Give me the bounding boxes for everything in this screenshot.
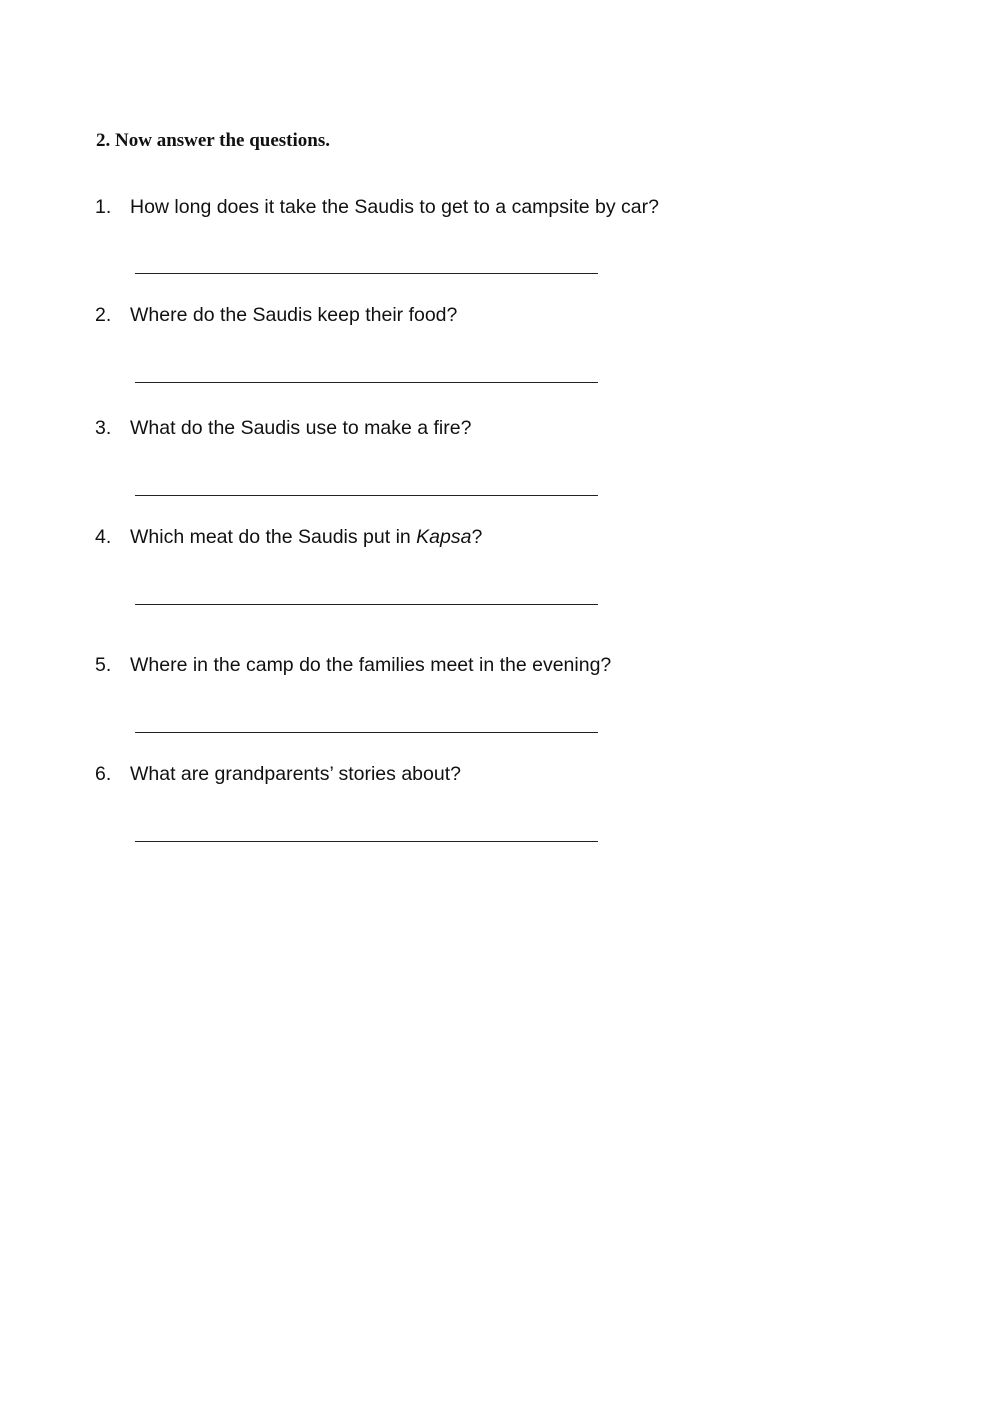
question-number: 5. [95,654,112,676]
answer-line-2[interactable] [135,382,598,383]
question-text: What are grandparents’ stories about? [130,763,461,785]
question-number: 1. [95,196,112,218]
question-text: What do the Saudis use to make a fire? [130,417,472,439]
question-number: 3. [95,417,112,439]
question-number: 6. [95,763,112,785]
answer-line-1[interactable] [135,273,598,274]
question-3 [95,415,471,441]
question-text-italic-term: Kapsa [416,526,472,548]
answer-line-3[interactable] [135,495,598,496]
answer-line-6[interactable] [135,841,598,842]
question-1 [95,194,659,220]
answer-line-5[interactable] [135,732,598,733]
question-text: How long does it take the Saudis to get to a campsite by car? [130,196,659,218]
question-number: 2. [95,304,112,326]
question-text-start: Which meat do the Saudis put in [130,526,417,548]
question-6 [95,761,461,787]
question-text: Where do the Saudis keep their food? [130,304,458,326]
question-number: 4. [95,526,112,548]
question-text-end: ? [471,526,483,548]
question-text: Where in the camp do the families meet in the evening? [130,654,612,676]
exercise-heading: 2. Now answer the questions. [96,130,331,151]
answer-line-4[interactable] [135,604,598,605]
question-2 [95,302,457,328]
question-5 [95,652,611,678]
question-4 [95,524,482,550]
